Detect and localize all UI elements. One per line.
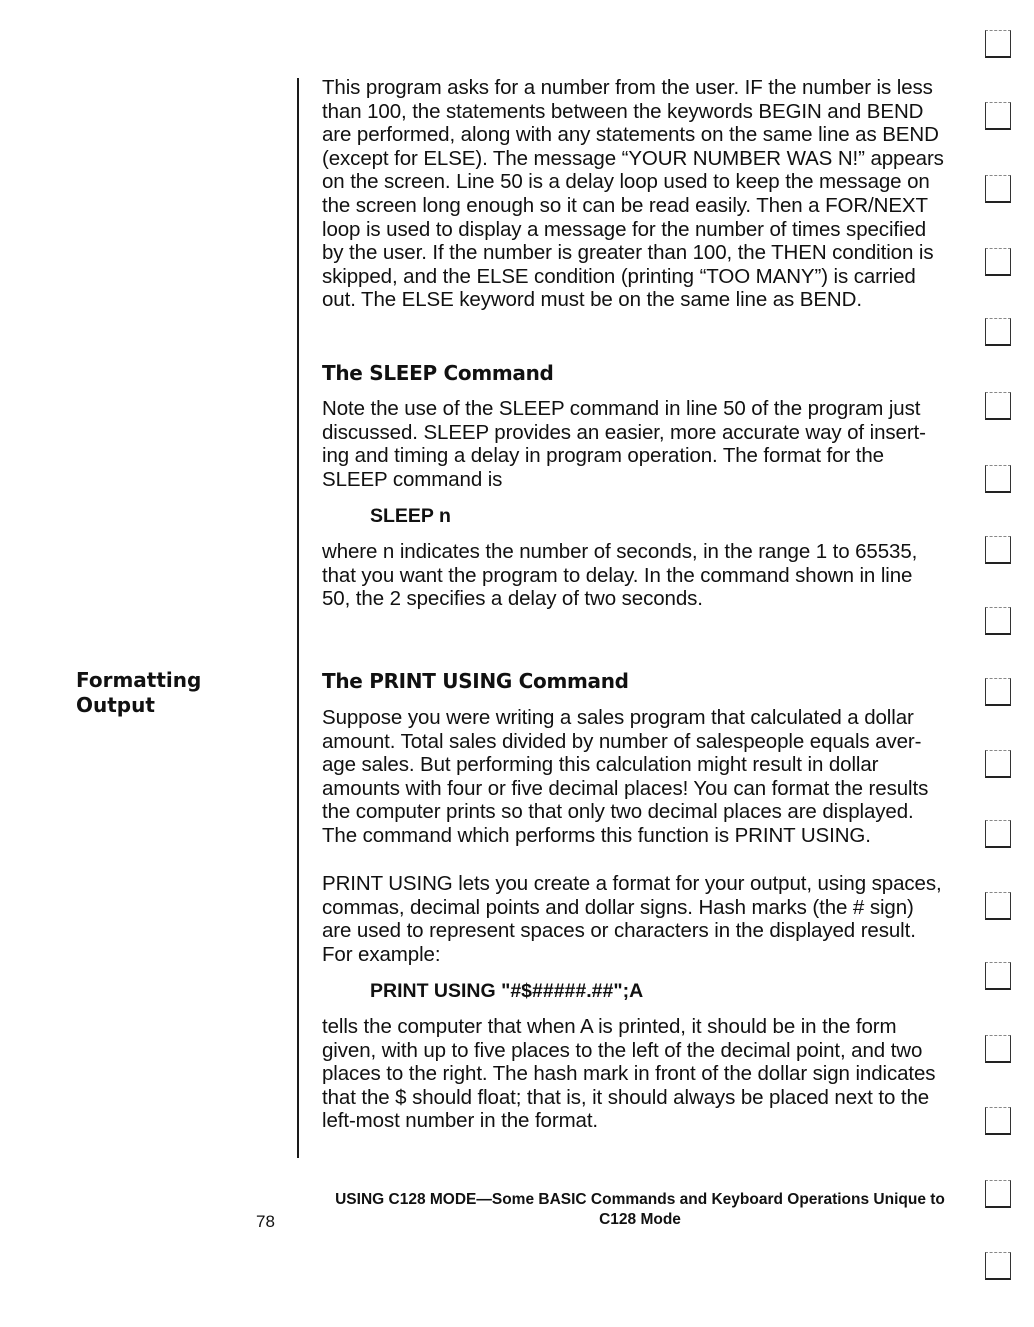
side-heading-line: Formatting bbox=[76, 668, 202, 692]
intro-line: are performed, along with any statements on the same line as BEND bbox=[322, 123, 939, 147]
intro-line: the screen long enough so it can be read easily. Then a FOR/NEXT bbox=[322, 193, 928, 217]
binding-hole-mark bbox=[985, 318, 1011, 346]
print-using-line: given, with up to five places to the left of the decimal point, and two bbox=[322, 1038, 923, 1062]
intro-line: This program asks for a number from the user. IF the number is less bbox=[322, 76, 933, 99]
binding-hole-mark bbox=[985, 1252, 1011, 1280]
print-using-paragraph-2 bbox=[322, 872, 962, 966]
binding-hole-mark bbox=[985, 392, 1011, 420]
print-using-line: left-most number in the format. bbox=[322, 1109, 599, 1133]
intro-paragraph bbox=[322, 76, 962, 312]
side-heading-line: Output bbox=[76, 693, 155, 717]
print-using-line: amounts with four or five decimal places! You can format the results bbox=[322, 776, 929, 800]
binding-hole-mark bbox=[985, 1107, 1011, 1135]
binding-hole-mark bbox=[985, 102, 1011, 130]
sleep-line: that you want the program to delay. In the command shown in line bbox=[322, 563, 913, 587]
print-using-line: amount. Total sales divided by number of salespeople equals aver- bbox=[322, 729, 922, 753]
print-using-line: Suppose you were writing a sales program that calculated a dollar bbox=[322, 706, 914, 729]
intro-line: on the screen. Line 50 is a delay loop used to keep the message on bbox=[322, 170, 930, 194]
binding-hole-mark bbox=[985, 465, 1011, 493]
binding-hole-mark bbox=[985, 678, 1011, 706]
page-number: 78 bbox=[256, 1212, 275, 1231]
print-using-line: that the $ should float; that is, it should always be placed next to the bbox=[322, 1085, 930, 1109]
print-using-line: places to the right. The hash mark in front of the dollar sign indicates bbox=[322, 1062, 936, 1086]
binding-hole-mark bbox=[985, 607, 1011, 635]
binding-hole-mark bbox=[985, 1180, 1011, 1208]
vertical-rule bbox=[297, 78, 299, 1158]
sleep-line: discussed. SLEEP provides an easier, more accurate way of insert- bbox=[322, 420, 926, 444]
side-heading bbox=[76, 668, 201, 718]
binding-hole-mark bbox=[985, 962, 1011, 990]
binding-hole-mark bbox=[985, 248, 1011, 276]
footer-line: C128 Mode bbox=[599, 1211, 681, 1228]
print-using-line: are used to represent spaces or characters in the displayed result. bbox=[322, 919, 916, 943]
sleep-code: SLEEP n bbox=[370, 505, 451, 527]
print-using-code: PRINT USING "#$#####.##";A bbox=[370, 980, 644, 1002]
binding-hole-mark bbox=[985, 536, 1011, 564]
sleep-line: SLEEP command is bbox=[322, 467, 503, 491]
sleep-line: Note the use of the SLEEP command in line 50 of the program just bbox=[322, 397, 921, 420]
print-using-line: PRINT USING lets you create a format for your output, using spaces, bbox=[322, 872, 942, 895]
binding-hole-mark bbox=[985, 892, 1011, 920]
intro-line: by the user. If the number is greater than 100, the THEN condition is bbox=[322, 241, 934, 265]
print-using-line: age sales. But performing this calculation might result in dollar bbox=[322, 753, 879, 777]
sleep-line: ing and timing a delay in program operation. The format for the bbox=[322, 444, 884, 468]
print-using-heading: The PRINT USING Command bbox=[322, 669, 629, 693]
intro-line: loop is used to display a message for the number of times specified bbox=[322, 217, 927, 241]
print-using-line: For example: bbox=[322, 942, 441, 966]
binding-marks bbox=[980, 0, 1020, 1327]
print-using-line: the computer prints so that only two decimal places are displayed. bbox=[322, 800, 914, 824]
footer-line: USING C128 MODE—Some BASIC Commands and Keyboard Operations Unique to bbox=[335, 1191, 945, 1208]
binding-hole-mark bbox=[985, 1035, 1011, 1063]
intro-line: skipped, and the ELSE condition (printing “TOO MANY”) is carried bbox=[322, 264, 916, 288]
running-footer bbox=[325, 1190, 955, 1230]
print-using-line: commas, decimal points and dollar signs. Hash marks (the # sign) bbox=[322, 895, 914, 919]
binding-hole-mark bbox=[985, 175, 1011, 203]
print-using-line: The command which performs this function is PRINT USING. bbox=[322, 823, 871, 847]
print-using-paragraph-1 bbox=[322, 706, 962, 848]
intro-line: (except for ELSE). The message “YOUR NUMBER WAS N!” appears bbox=[322, 146, 944, 170]
sleep-line: where n indicates the number of seconds, in the range 1 to 65535, bbox=[322, 540, 918, 563]
sleep-heading: The SLEEP Command bbox=[322, 361, 554, 385]
intro-line: out. The ELSE keyword must be on the same line as BEND. bbox=[322, 288, 862, 312]
binding-hole-mark bbox=[985, 820, 1011, 848]
binding-hole-mark bbox=[985, 750, 1011, 778]
print-using-paragraph-3 bbox=[322, 1015, 962, 1133]
intro-line: than 100, the statements between the keywords BEGIN and BEND bbox=[322, 99, 924, 123]
sleep-paragraph-1 bbox=[322, 397, 962, 491]
binding-hole-mark bbox=[985, 30, 1011, 58]
print-using-line: tells the computer that when A is printed, it should be in the form bbox=[322, 1015, 897, 1038]
sleep-line: 50, the 2 specifies a delay of two seconds. bbox=[322, 587, 703, 611]
sleep-paragraph-2 bbox=[322, 540, 962, 611]
